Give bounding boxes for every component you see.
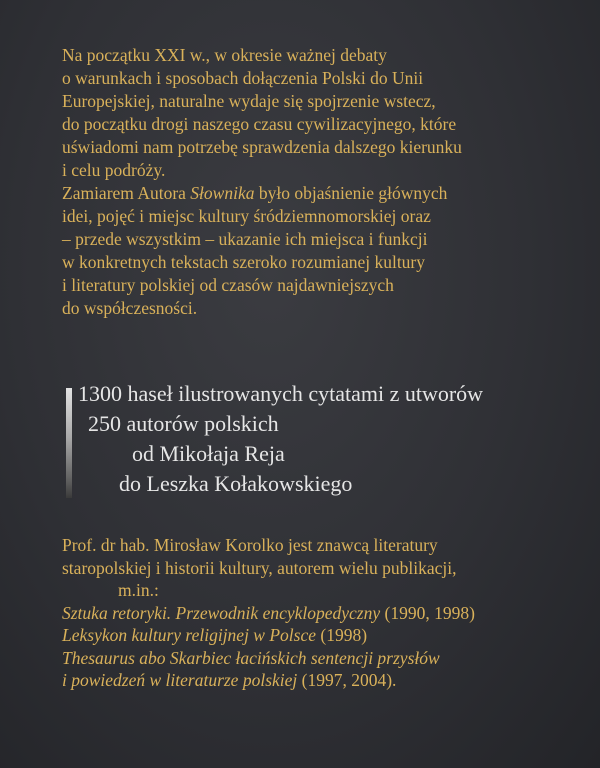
bio-line: m.in.: [118,580,159,600]
author-bio [62,534,582,692]
work-title: i powiedzeń w literaturze polskiej [62,670,298,690]
bio-line: staropolskiej i historii kultury, autorem wielu publikacji, [62,557,457,578]
intro-line: i celu podróży. [62,160,166,180]
accent-bar [66,388,72,498]
intro-line: Na początku XXI w., w okresie ważnej debaty [62,45,387,65]
work-years: (1990, 1998) [380,602,475,623]
intro-text-segment: było objaśnienie głównych [254,183,448,203]
work-item [62,669,582,692]
work-item [62,624,582,647]
intro-text [62,44,582,320]
highlight-line: od Mikołaja Reja [132,441,285,466]
work-item [62,602,582,625]
intro-line: o warunkach i sposobach dołączenia Polski do Unii [62,68,424,88]
intro-line: uświadomi nam potrzebę sprawdzenia dalszego kierunku [62,137,462,157]
work-years: (1997, 2004). [297,670,397,690]
work-item [62,647,582,670]
work-title: Leksykon kultury religijnej w Polsce [62,625,317,645]
highlight-line: do Leszka Kołakowskiego [119,471,353,496]
intro-text-segment: Zamiarem Autora [62,183,191,203]
work-title: Sztuka retoryki. Przewodnik encyklopedyczny [62,602,381,623]
intro-line [62,182,582,205]
highlight-line: 1300 haseł ilustrowanych cytatami z utworów [78,381,484,406]
intro-line: – przede wszystkim – ukazanie ich miejsca i funkcji [62,229,428,249]
highlight-line: 250 autorów polskich [88,411,279,436]
intro-line: do współczesności. [62,298,198,318]
intro-line: Europejskiej, naturalne wydaje się spojrzenie wstecz, [62,91,436,111]
intro-line: do początku drogi naszego czasu cywilizacyjnego, które [62,114,457,134]
bio-line: Prof. dr hab. Mirosław Korolko jest znawcą literatury [62,535,438,555]
dictionary-title: Słownika [190,183,255,203]
work-title: Thesaurus abo Skarbiec łacińskich sentencji przysłów [62,647,440,668]
intro-line: idei, pojęć i miejsc kultury śródziemnomorskiej oraz [62,206,431,226]
intro-line: w konkretnych tekstach szeroko rozumianej kultury [62,252,426,272]
intro-line: i literatury polskiej od czasów najdawniejszych [62,275,394,295]
work-years: (1998) [316,625,368,645]
